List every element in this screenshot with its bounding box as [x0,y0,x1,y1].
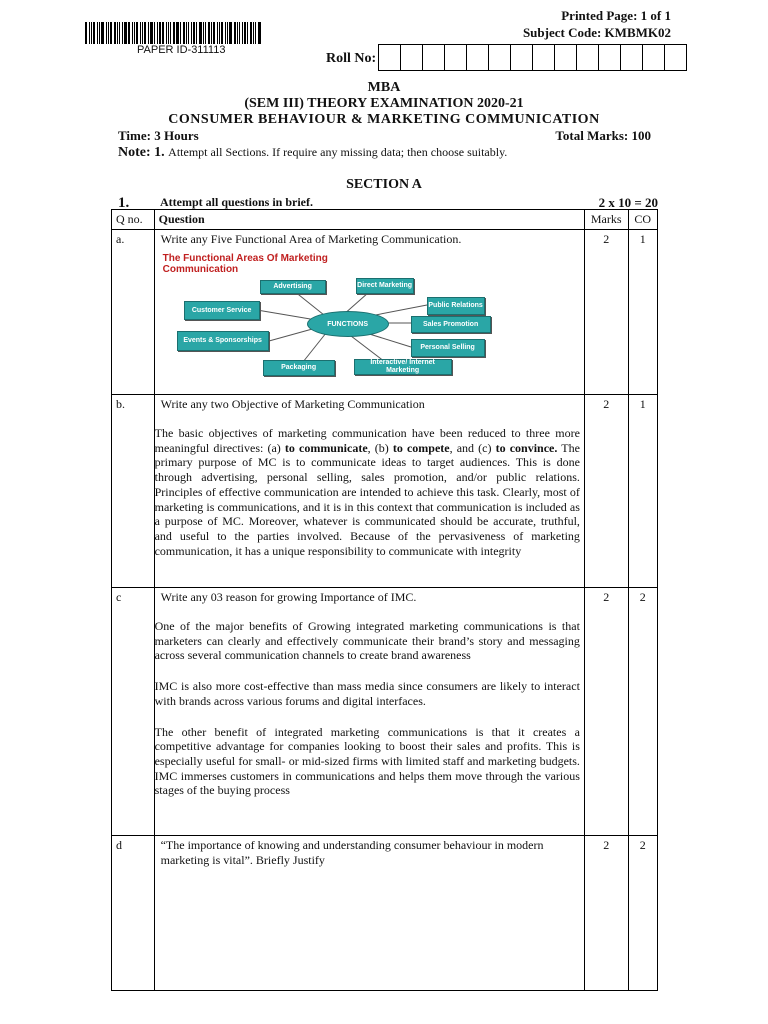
answer-text: The primary purpose of MC is to communicate ideas to target audiences. This is done through advertising, personal selling, sales promotion, and/or public relations. Principles of effective communication are intended to achieve this task. Clearly, most of marketing is communications, and it is in this context that communication is included as a purpose of MC. Moreover, whatever is communicated should be accurate, truthful, and useful to the parties involved. Because of the pervasiveness of marketing communication, it has a unique responsibility to communicate with integrity [154,440,580,558]
barcode-bar [217,22,218,44]
row-marks: 2 [584,395,628,588]
answer-paragraph: IMC is also more cost-effective than mass media since consumers are likely to interact with brands across various forums and digital interfaces. [154,679,580,708]
barcode-bar [196,22,197,44]
subject-code: Subject Code: KMBMK02 [522,25,671,40]
barcode-bar [134,22,135,44]
personal-selling-box: Personal Selling [411,339,485,357]
row-question-cell [154,588,584,836]
public-relations-box: Public Relations [427,297,485,315]
row-question: Write any Five Functional Area of Marketing Communication. [160,232,462,246]
barcode-bar [203,22,204,44]
barcode-bar [140,22,141,44]
note-text: Attempt all Sections. If require any missing data; then choose suitably. [168,145,508,159]
roll-no-box[interactable] [621,44,643,71]
barcode-bar [99,22,100,44]
roll-no-box[interactable] [445,44,467,71]
barcode-bar [186,22,187,44]
row-qno: b. [112,395,155,588]
barcode-bar [173,22,175,44]
roll-no-box[interactable] [467,44,489,71]
header-qno: Q no. [112,210,155,230]
barcode-bar [144,22,146,44]
barcode-bar [234,22,236,44]
printed-page: Printed Page: 1 of 1 [561,8,671,23]
answer-paragraph: One of the major benefits of Growing integrated marketing communications is that marketers can clearly and effectively communicate their brand’s story and messaging across several communication channels to create brand awareness [154,619,580,663]
barcode-bar [157,22,158,44]
answer-paragraph [155,426,580,558]
row-co: 1 [628,230,657,395]
barcode-bar [176,22,179,44]
barcode-bar [85,22,87,44]
functional-areas-diagram [159,253,489,383]
barcode-bar [180,22,181,44]
barcode-bar [101,22,104,44]
barcode-bar [225,22,226,44]
barcode-bar [108,22,109,44]
diagram-title-line1: The Functional Areas Of Marketing [162,253,328,264]
table-row [112,588,658,836]
direct-marketing-box: Direct Marketing [356,278,414,294]
row-marks: 2 [584,588,628,836]
roll-no-boxes [378,44,687,71]
advertising-box: Advertising [260,280,326,294]
barcode-bar [166,22,167,44]
row-qno: d [112,836,155,991]
barcode-bar [191,22,192,44]
barcode-bar [221,22,223,44]
row-co: 1 [628,395,657,588]
barcode-bar [159,22,161,44]
roll-no-box[interactable] [599,44,621,71]
row-co: 2 [628,588,657,836]
barcode-bar [170,22,171,44]
barcode-bar [239,22,240,44]
roll-no-box[interactable] [555,44,577,71]
barcode-bar [154,22,155,44]
section-title: SECTION A [346,177,422,192]
table-header-row [112,210,658,230]
barcode-bar [253,22,254,44]
row-question: Write any two Objective of Marketing Communication [160,397,425,411]
table-row [112,836,658,991]
row-qno: a. [112,230,155,395]
barcode-bar [211,22,212,44]
total-marks: Total Marks: 100 [555,128,651,143]
row-qno: c [112,588,155,836]
barcode-bar [205,22,206,44]
barcode-bar [142,22,143,44]
barcode-bar [250,22,252,44]
program-title: MBA [367,80,401,95]
barcode-bar [229,22,232,44]
barcode-bar [117,22,118,44]
customer-service-box: Customer Service [184,301,260,320]
barcode-bar [188,22,189,44]
roll-no-box[interactable] [511,44,533,71]
row-question-cell [154,230,584,395]
question-number: 1. [118,195,130,211]
events-sponsorships-box: Events & Sponsorships [177,331,269,351]
header-question: Question [154,210,584,230]
barcode-bar [97,22,98,44]
barcode-bar [89,22,90,44]
barcode-bar [242,22,243,44]
roll-no-box[interactable] [401,44,423,71]
exam-title: (SEM III) THEORY EXAMINATION 2020-21 [244,96,524,111]
note-number: 1. [154,145,165,160]
barcode-bar [199,22,202,44]
note-label: Note: [118,145,151,160]
row-question: Write any 03 reason for growing Importance of IMC. [160,590,417,604]
row-marks: 2 [584,836,628,991]
barcode-bar [258,22,261,44]
row-marks: 2 [584,230,628,395]
roll-no-box[interactable] [423,44,445,71]
barcode-bar [247,22,248,44]
row-co: 2 [628,836,657,991]
row-question-cell [154,836,584,991]
barcode-bar [162,22,164,44]
barcode-bar [132,22,133,44]
answer-text: , (b) [367,440,393,455]
functions-hub: FUNCTIONS [307,311,389,337]
paper-id: PAPER ID-311113 [137,44,226,56]
sales-promotion-box: Sales Promotion [411,316,491,333]
exam-time: Time: 3 Hours [118,128,199,143]
roll-no-box[interactable] [643,44,665,71]
barcode-bar [119,22,120,44]
roll-no-label: Roll No: [326,51,377,66]
roll-no-box[interactable] [665,44,687,71]
question-instruction: Attempt all questions in brief. [160,195,313,209]
barcode-bar [93,22,95,44]
roll-no-box[interactable] [489,44,511,71]
answer-text: , and (c) [449,440,496,455]
barcode-bar [106,22,107,44]
barcode-bar [213,22,215,44]
answer-text: The basic objectives of marketing communication have been reduced to three more meaningful directives: (a) [154,426,580,455]
barcode-bar [219,22,220,44]
barcode-bar [227,22,228,44]
barcode-bar [122,22,123,44]
answer-bold: to convince. [495,440,558,455]
barcode-bar [128,22,130,44]
barcode-bar [168,22,169,44]
barcode-bar [208,22,210,44]
answer-bold: to communicate [284,440,368,455]
barcode-bar [91,22,92,44]
subject-title: CONSUMER BEHAVIOUR & MARKETING COMMUNICATION [168,112,600,127]
barcode-bar [114,22,116,44]
barcode-bar [110,22,112,44]
barcode-bar [237,22,238,44]
interactive-marketing-box: Interactive/ Internet Marketing [354,359,452,375]
barcode-bar [136,22,138,44]
question-marks: 2 x 10 = 20 [598,195,658,210]
header-co: CO [628,210,657,230]
diagram-title-line2: Communication [162,264,239,275]
roll-no-box[interactable] [533,44,555,71]
barcode-bar [183,22,185,44]
barcode-bar [244,22,246,44]
row-question-cell [154,395,584,588]
row-question: “The importance of knowing and understanding consumer behaviour in modern marketing is vital”. Briefly Justify [160,838,544,867]
barcode-bar [255,22,256,44]
packaging-box: Packaging [263,360,335,376]
roll-no-box[interactable] [577,44,599,71]
barcode-bar [124,22,127,44]
question-table [111,209,658,991]
barcode-bar [148,22,149,44]
roll-no-box[interactable] [378,44,401,71]
note [118,145,507,161]
barcode-bar [193,22,195,44]
barcode [85,22,295,44]
answer-bold: to compete [392,440,450,455]
header-marks: Marks [584,210,628,230]
barcode-bar [150,22,153,44]
answer-paragraph: The other benefit of integrated marketing communications is that it creates a competitive advantage for companies looking to boost their sales and profits. This is especially useful for small- or mid-sized firms with limited staff and marketing budgets. IMC immerses customers in communications and helps them move through the various stages of the buying process [154,724,580,798]
table-row [112,230,658,395]
table-row [112,395,658,588]
